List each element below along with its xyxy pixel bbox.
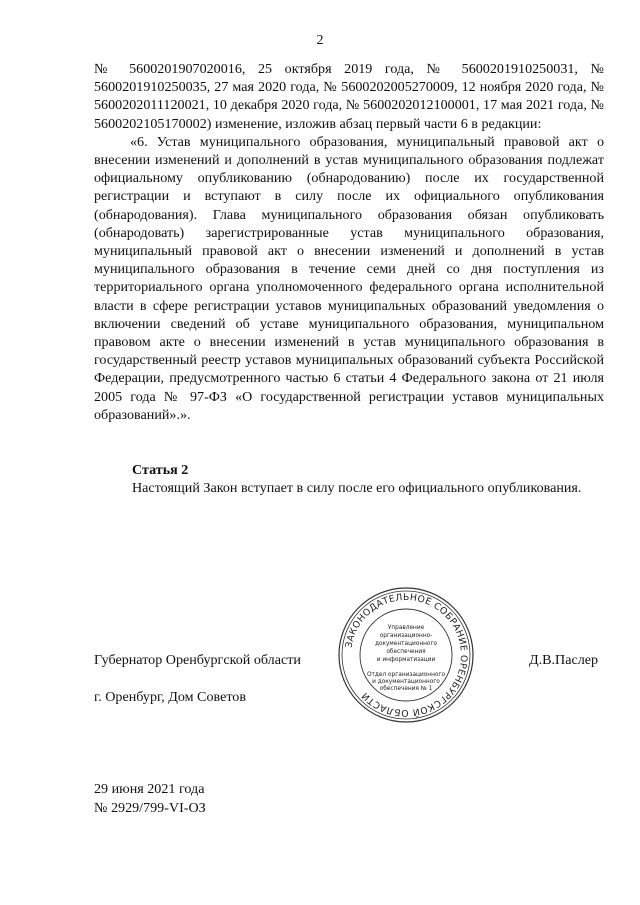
seal-inner-line: обеспечения [386, 649, 426, 655]
page-number: 2 [316, 33, 324, 48]
article-2-text: Настоящий Закон вступает в силу после его официального опубликования. [132, 480, 582, 496]
svg-text:ЗАКОНОДАТЕЛЬНОЕ СОБРАНИЕ ОРЕНБ [343, 592, 469, 719]
signatory-name: Д.В.Паслер [529, 652, 599, 668]
seal-ring-text: ЗАКОНОДАТЕЛЬНОЕ СОБРАНИЕ ОРЕНБУРГСКОЙ ОБЛАСТИ [343, 591, 470, 719]
article-2-heading: Статья 2 [132, 462, 189, 478]
seal-inner-line: документационного [374, 641, 438, 647]
seal-inner-line: и информатизации [376, 657, 436, 663]
official-seal [336, 585, 476, 725]
paragraph-amendment-text: «6. Устав муниципального образования, муниципальный правовой акт о внесении изменений и дополнений в устав муниципального образования подлежат официальному опубликованию (обнародованию) после их государственной регистрации и вступают в силу после их официального опубликования (обнародования). Глава муниципального образования обязан опубликовать (обнародовать) зарегистрированные устав муниципального образования, муниципальный правовой акт о внесении изменений и дополнений в устав муниципального образования в течение семи дней со дня поступления из территориального органа уполномоченного федерального органа исполнительной власти в сфере регистрации уставов муниципальных образований уведомления о включении сведений об уставе муниципального образования, муниципальном правовом акте о внесении изменений в устав муниципального образования в государственный реестр уставов муниципальных образований субъекта Российской Федерации, предусмотренного частью 6 статьи 4 Федерального закона от 21 июля 2005 года № 97-ФЗ «О государственной регистрации уставов муниципальных образований».». [94, 133, 604, 423]
seal-lower-line: обеспечения № 1 [379, 686, 433, 692]
seal-lower-line: и документационного [372, 679, 440, 685]
document-date: 29 июня 2021 года [94, 781, 205, 797]
signatory-title: Губернатор Оренбургской области [94, 652, 301, 668]
seal-inner-line: Управление [387, 625, 425, 631]
seal-inner-line: организационно- [379, 633, 433, 639]
seal-lower-line: Отдел организационного [366, 672, 446, 678]
signing-place: г. Оренбург, Дом Советов [94, 689, 247, 705]
body-text [94, 60, 604, 424]
document-number: № 2929/799-VI-ОЗ [94, 800, 206, 816]
paragraph-amendment-intro: № 5600201907020016, 25 октября 2019 года, № 5600201910250031, № 5600201910250035, 27 мая 2020 года, № 5600202005270009, 12 ноября 2020 года, № 5600202011120021, 10 декабря 2020 года, № 5600202012100001, 17 мая 2021 года, № 5600202105170002) изменение, изложив абзац первый части 6 в редакции: [94, 61, 604, 132]
